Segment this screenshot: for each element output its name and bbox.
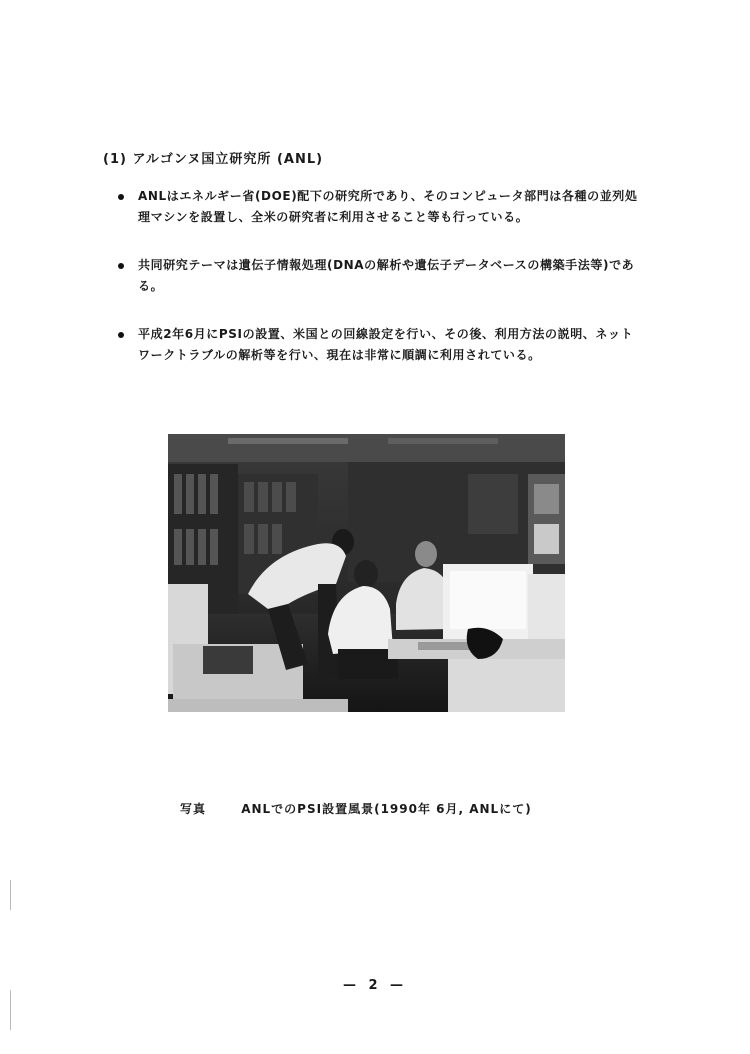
bullet-text: 共同研究テーマは遺伝子情報処理(DNAの解析や遺伝子データベースの構築手法等)である。: [138, 258, 635, 293]
bullet-icon: [118, 263, 124, 269]
photo: [168, 434, 565, 712]
bullet-list: [118, 186, 638, 393]
bullet-item: [118, 324, 638, 366]
bullet-item: [118, 255, 638, 297]
page-number: — 2 —: [342, 978, 408, 993]
section-heading: (1) アルゴンヌ国立研究所 (ANL): [103, 152, 324, 167]
bullet-text: 平成2年6月にPSIの設置、米国との回線設定を行い、その後、利用方法の説明、ネットワークトラブルの解析等を行い、現在は非常に順調に利用されている。: [138, 327, 634, 362]
bullet-icon: [118, 194, 124, 200]
caption-label: 写真: [180, 802, 207, 816]
photo-caption: [180, 800, 532, 817]
caption-text: ANLでのPSI設置風景(1990年 6月, ANLにて): [241, 802, 532, 816]
bullet-item: [118, 186, 638, 228]
bullet-text: ANLはエネルギー省(DOE)配下の研究所であり、そのコンピュータ部門は各種の並列処理マシンを設置し、全米の研究者に利用させること等も行っている。: [138, 189, 638, 224]
scan-artifact: [10, 880, 11, 910]
scan-artifact: [10, 990, 11, 1030]
photo-image: [168, 434, 565, 712]
bullet-icon: [118, 332, 124, 338]
